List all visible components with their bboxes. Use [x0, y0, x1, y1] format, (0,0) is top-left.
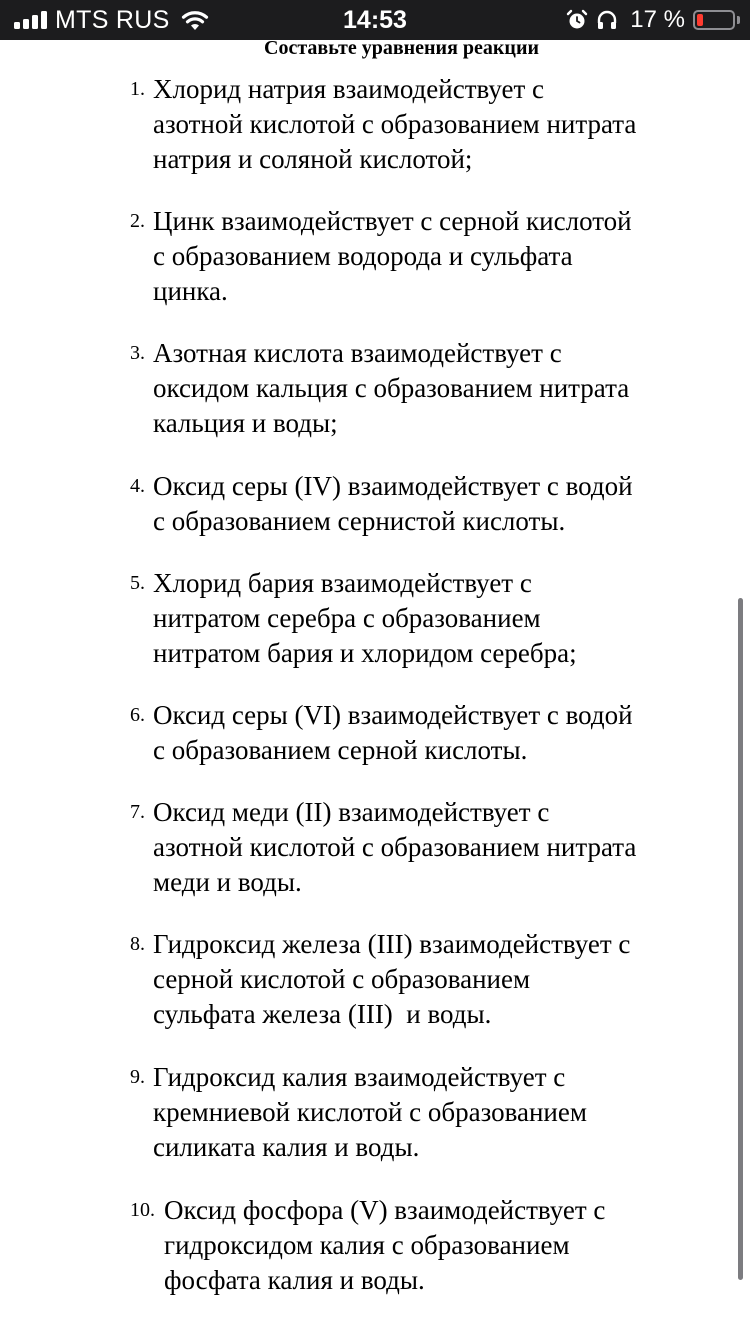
item-number: 2. — [130, 210, 145, 232]
battery-icon — [693, 10, 735, 30]
headphones-icon — [596, 9, 618, 31]
status-bar — [0, 0, 750, 40]
battery-percent: 17 % — [630, 6, 685, 33]
carrier-name: MTS RUS — [55, 5, 170, 34]
item-text: Оксид серы (IV) взаимодействует с водой с образованием сернистой кислоты. — [153, 471, 633, 536]
alarm-icon — [566, 9, 588, 31]
item-number: 5. — [130, 572, 145, 594]
item-number: 9. — [130, 1066, 145, 1088]
status-right — [566, 0, 740, 40]
page-title: Составьте уравнения реакции — [264, 37, 539, 59]
item-text: Оксид фосфора (V) взаимодействует с гидроксидом калия с образованием фосфата калия и воды. — [164, 1195, 606, 1295]
item-text: Цинк взаимодействует с серной кислотой с образованием водорода и сульфата цинка. — [153, 206, 632, 306]
battery-fill — [697, 14, 703, 26]
signal-icon — [14, 11, 47, 29]
clock-time: 14:53 — [343, 6, 407, 34]
item-number: 10. — [130, 1199, 155, 1221]
item-number: 8. — [130, 933, 145, 955]
wifi-icon — [180, 9, 210, 31]
item-number: 7. — [130, 801, 145, 823]
item-number: 3. — [130, 342, 145, 364]
battery-cap — [737, 16, 740, 24]
item-text: Оксид меди (II) взаимодействует с азотной кислотой с образованием нитрата меди и воды. — [153, 797, 637, 897]
item-number: 1. — [130, 78, 145, 100]
item-text: Гидроксид калия взаимодействует с кремниевой кислотой с образованием силиката калия и воды. — [153, 1062, 587, 1162]
item-number: 6. — [130, 704, 145, 726]
item-text: Оксид серы (VI) взаимодействует с водой с образованием серной кислоты. — [153, 700, 633, 765]
item-number: 4. — [130, 475, 145, 497]
vertical-scrollbar[interactable] — [738, 598, 743, 1280]
item-text: Хлорид натрия взаимодействует с азотной кислотой с образованием нитрата натрия и соляной кислотой; — [153, 74, 637, 174]
item-text: Гидроксид железа (III) взаимодействует с серной кислотой с образованием сульфата железа (III) и воды. — [153, 929, 631, 1029]
item-text: Хлорид бария взаимодействует с нитратом серебра с образованием нитратом бария и хлоридом серебра; — [153, 568, 577, 668]
status-left — [14, 0, 210, 40]
item-text: Азотная кислота взаимодействует с оксидом кальция с образованием нитрата кальция и воды; — [153, 338, 630, 438]
